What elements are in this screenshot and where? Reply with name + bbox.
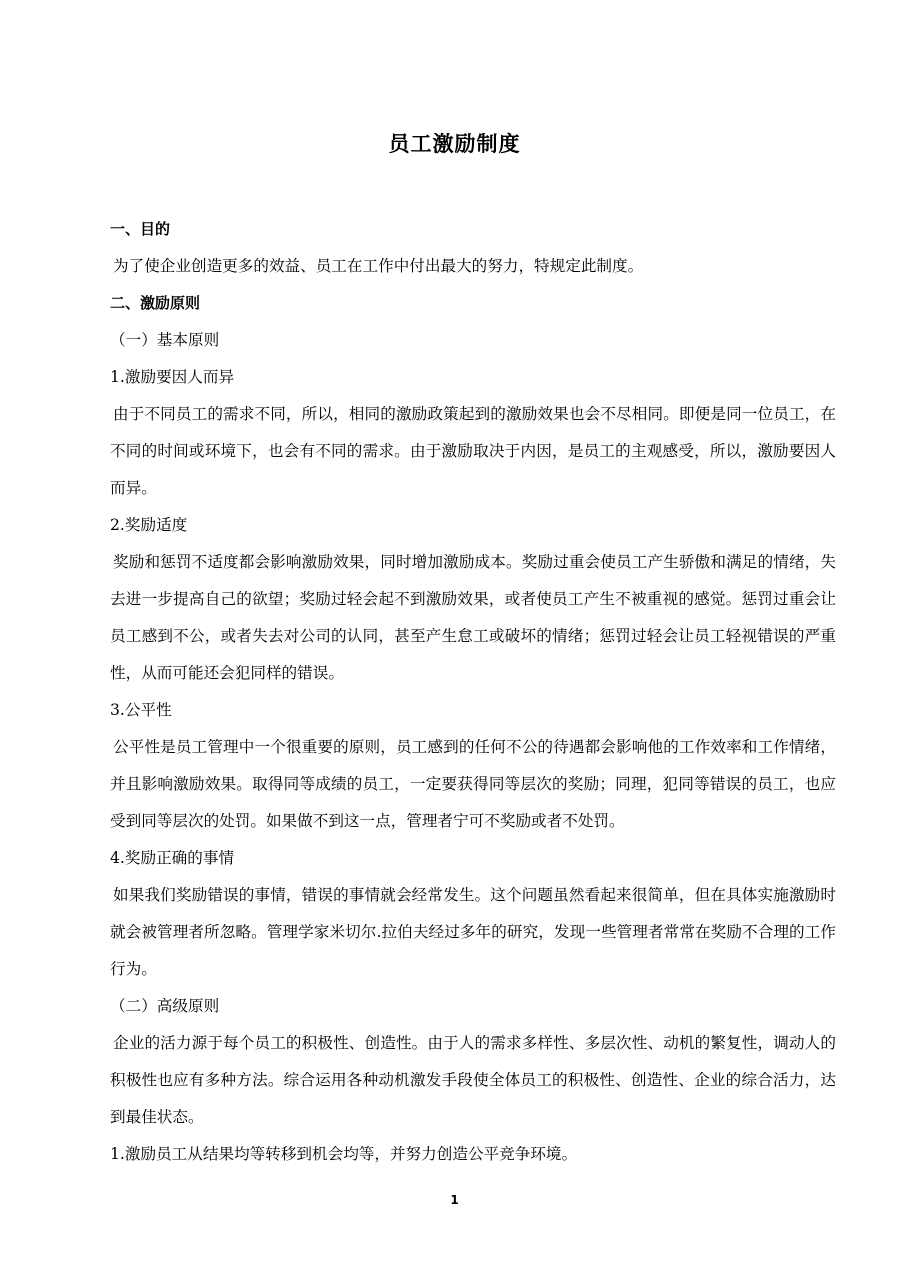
paragraph-item-2: 奖励和惩罚不适度都会影响激励效果，同时增加激励成本。奖励过重会使员工产生骄傲和满足的情绪，失去进一步提高自己的欲望；奖励过轻会起不到激励效果，或者使员工产生不被重视的感觉。惩罚过重会让员工感到不公，或者失去对公司的认同，甚至产生怠工或破坏的情绪；惩罚过轻会让员工轻视错误的严重性，从而可能还会犯同样的错误。: [110, 553, 836, 682]
item-heading-4: 4.奖励正确的事情: [110, 849, 235, 867]
item-heading-advanced-1: 1.激励员工从结果均等转移到机会均等，并努力创造公平竞争环境。: [110, 1145, 578, 1163]
subsection-heading-advanced: （二）高级原则: [110, 997, 220, 1015]
item-heading-1: 1.激励要因人而异: [110, 368, 235, 386]
subsection-heading-basic: （一）基本原则: [110, 331, 220, 349]
item-heading-2: 2.奖励适度: [110, 516, 188, 534]
paragraph-purpose: 为了使企业创造更多的效益、员工在工作中付出最大的努力，特规定此制度。: [113, 257, 644, 275]
section-heading-principles: 二、激励原则: [110, 294, 201, 312]
page-title: 员工激励制度: [388, 132, 521, 156]
section-heading-purpose: 一、目的: [110, 220, 171, 238]
page-number: 1: [450, 1193, 459, 1207]
document-body: [110, 211, 836, 1173]
paragraph-item-3: 公平性是员工管理中一个很重要的原则，员工感到的任何不公的待遇都会影响他的工作效率和工作情绪，并且影响激励效果。取得同等成绩的员工，一定要获得同等层次的奖励；同理，犯同等错误的员工，也应受到同等层次的处罚。如果做不到这一点，管理者宁可不奖励或者不处罚。: [110, 738, 836, 830]
item-heading-3: 3.公平性: [110, 701, 172, 719]
paragraph-item-1: 由于不同员工的需求不同，所以，相同的激励政策起到的激励效果也会不尽相同。即便是同一位员工，在不同的时间或环境下，也会有不同的需求。由于激励取决于内因，是员工的主观感受，所以，激励要因人而异。: [110, 405, 836, 497]
paragraph-advanced: 企业的活力源于每个员工的积极性、创造性。由于人的需求多样性、多层次性、动机的繁复性，调动人的积极性也应有多种方法。综合运用各种动机激发手段使全体员工的积极性、创造性、企业的综合活力，达到最佳状态。: [110, 1034, 836, 1126]
paragraph-item-4: 如果我们奖励错误的事情，错误的事情就会经常发生。这个问题虽然看起来很简单，但在具体实施激励时就会被管理者所忽略。管理学家米切尔.拉伯夫经过多年的研究，发现一些管理者常常在奖励不合理的工作行为。: [110, 886, 836, 978]
